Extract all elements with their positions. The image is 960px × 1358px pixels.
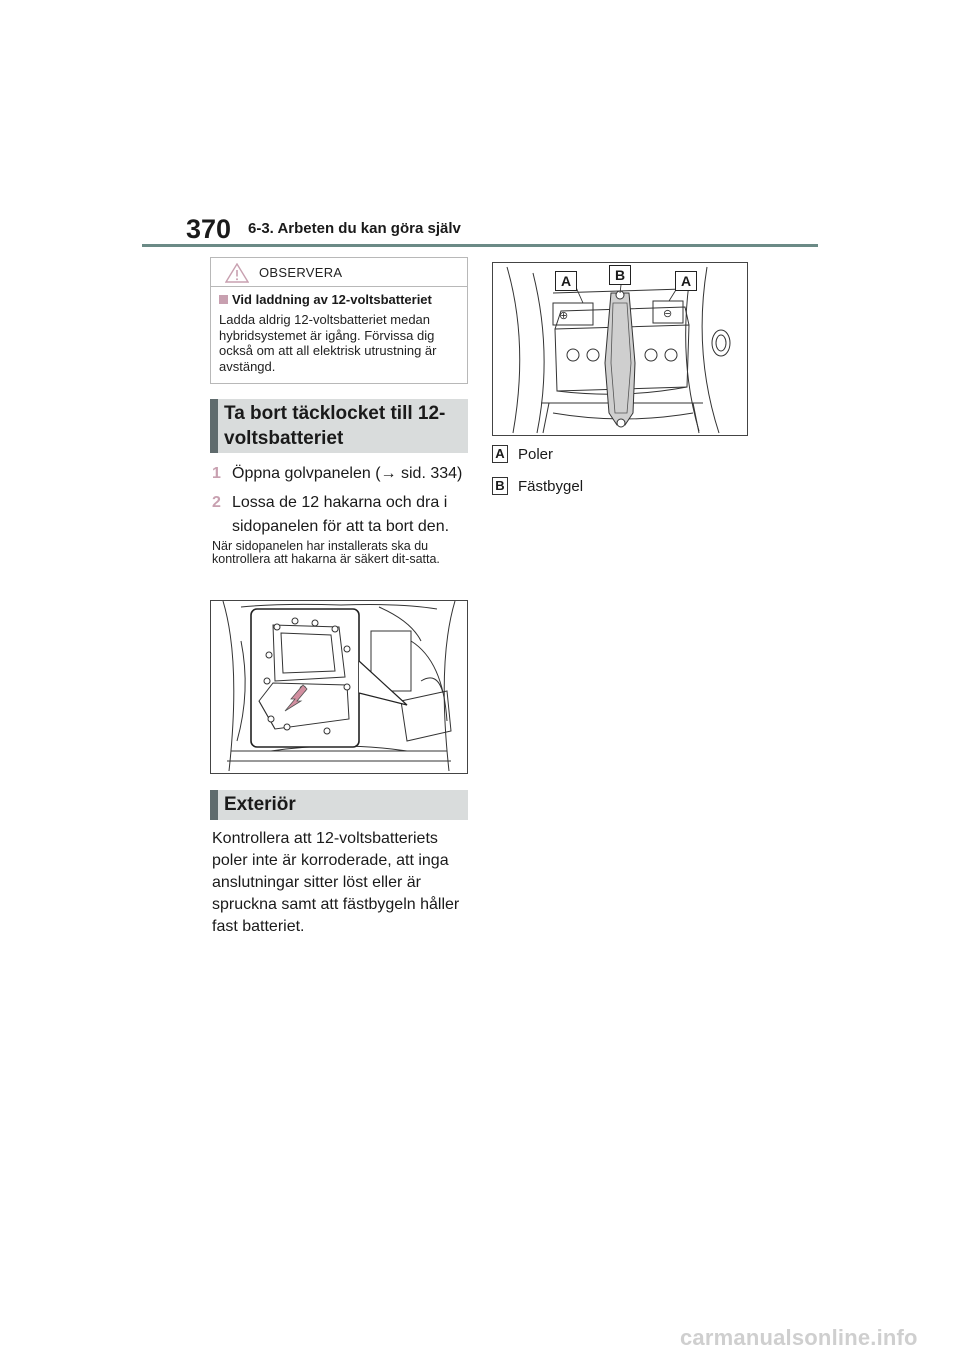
callout-a-left: A xyxy=(555,271,577,291)
install-note: När sidopanelen har installerats ska du kontrollera att hakarna är säkert dit-satta. xyxy=(212,539,440,566)
legend-key: A xyxy=(492,445,508,463)
legend-label: Poler xyxy=(518,446,554,463)
step-text: Öppna golvpanelen (→ sid. 334) xyxy=(232,465,463,482)
callout-b: B xyxy=(609,265,631,285)
watermark: carmanualsonline.info xyxy=(680,1325,918,1350)
exterior-paragraph: Kontrollera att 12-voltsbatteriets poler inte är korroderade, att inga anslutningar sitter löst eller är spruckna samt att fästbygeln håller fast batteriet. xyxy=(212,830,460,935)
bullet-square-icon xyxy=(219,295,228,304)
svg-text:⊕: ⊕ xyxy=(559,310,569,322)
step-number: 2 xyxy=(212,494,221,511)
section-heading-cover xyxy=(210,399,468,453)
step-number: 1 xyxy=(212,465,221,482)
svg-text:⊖: ⊖ xyxy=(663,308,673,320)
step-2 xyxy=(212,491,472,539)
section-heading-text: Exteriör xyxy=(224,794,296,815)
notice-subtitle: Vid laddning av 12-voltsbatteriet xyxy=(219,292,432,307)
step-text: Lossa de 12 hakarna och dra i sidopanelen för att ta bort den. xyxy=(232,494,450,535)
trunk-panel-illustration xyxy=(210,600,468,774)
legend-key: B xyxy=(492,477,508,495)
battery-illustration xyxy=(492,262,748,436)
warning-icon xyxy=(225,263,249,283)
notice-header xyxy=(211,258,467,287)
notice-box xyxy=(210,257,468,384)
page-number: 370 xyxy=(186,214,232,244)
legend-item-a xyxy=(492,445,553,463)
notice-label: OBSERVERA xyxy=(259,265,343,280)
section-heading-exterior xyxy=(210,790,468,820)
section-heading-line1: Ta bort täcklocket till 12- xyxy=(224,403,446,424)
section-heading-line2: voltsbatteriet xyxy=(224,428,344,449)
battery-drawing xyxy=(493,263,747,435)
step-1 xyxy=(212,462,472,486)
legend-label: Fästbygel xyxy=(518,478,584,495)
notice-text: Ladda aldrig 12-voltsbatteriet medan hybridsystemet är igång. Förvissa dig också om att all elektrisk utrustning är avstängd. xyxy=(219,312,437,374)
header-rule xyxy=(142,244,818,247)
trunk-panel-drawing xyxy=(211,601,467,773)
section-title: 6-3. Arbeten du kan göra själv xyxy=(248,220,461,237)
legend-item-b xyxy=(492,477,583,495)
callout-a-right: A xyxy=(675,271,697,291)
